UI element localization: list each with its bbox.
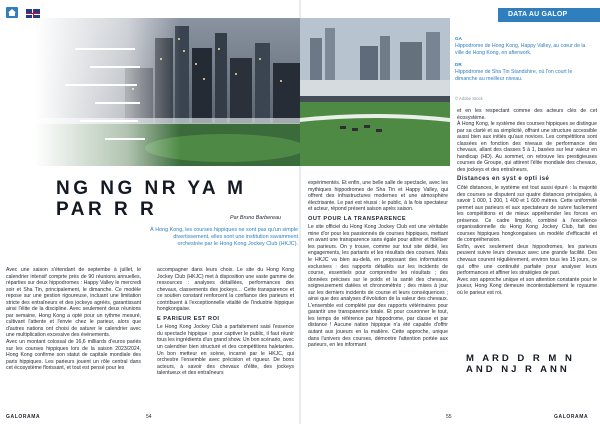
subheading: Distances en syst e opti isé (457, 176, 550, 183)
paragraph: Le Hong Kong Jockey Club a parfaitement saisi l'essence du spectacle hippique : pour captiver le public, il faut réunir tous les ingrédients d'un grand show. Un bon scénario, avec un calendrier bien structuré et des compétitions haletantes. Un bon metteur en scène, incarné par le HKJC, qui orchestre l'ensemble avec précision et rigueur. De bons acteurs, à savoir des chevaux d'élite, des jockeys talentueux et des entraîneurs (157, 324, 295, 377)
caption-label: DR (455, 62, 462, 67)
article-title: NG NG NR YA M PAR R R (56, 178, 247, 220)
page-number: 54 (146, 414, 152, 420)
magazine-brand: GALORAMA (554, 414, 589, 420)
paragraph: Avec un montant colossal de 16,6 milliards d'euros pariés sur les courses hippiques lors de la saison 2023/2024, Hong Kong confirme son statut de capitale mondiale des paris hippiques. Les parieurs jouent un rôle central dans cet écosystème florissant, et tout est pensé pour les (6, 339, 141, 372)
paragraph: À Hong Kong, le système des courses hippiques se distingue par sa clarté et sa simplicité, offrant une structure accessible aussi bien aux initiés qu'aux novices. Les compétitions sont classées en fonction des niveaux de performance des chevaux, allant des classes 5 à 1, basées sur leur valeur en handicap (HD). Au sommet, on retrouve les prestigieuses courses de Groupe, qui attirent l'élite mondiale des chevaux, des jockeys et des entraîneurs. (457, 121, 597, 173)
paragraph: Avec son approche unique et son attention constante pour le joueur, Hong Kong demeure incontestablement le royaume où le parieur est roi. (457, 276, 597, 296)
caption-text: Hippodrome de Hong Kong, Happy Valley, au cœur de la ville de Hong Kong, en afterwork. (455, 43, 586, 56)
caption-label: GA (455, 36, 462, 41)
text-column-1 (6, 267, 141, 372)
photo-caption-bottom (455, 62, 595, 82)
sha-tin-photo (300, 18, 450, 166)
paragraph: expérimentés. Et enfin, une belle salle de spectacle, avec les mythiques hippodromes de Sha Tin et Happy Valley, qui offrent des infrastructures modernes et une atmosphère électrisante. Le pari est réussi : le public, à la fois spectateur et acteur, répond présent saison après saison. (308, 180, 448, 213)
photo-credit: © Adobe Stock (455, 96, 483, 101)
happy-valley-photo (35, 18, 300, 166)
page-number: 55 (446, 414, 452, 420)
section-tag: DATA AU GALOP (498, 8, 600, 22)
photo-caption-top (455, 36, 595, 56)
caption-text: Hippodrome de Sha Tin Standshire, où l'on court le dimanche au meilleur niveau. (455, 69, 573, 82)
subheading: E PARIEUR EST ROI (157, 315, 220, 322)
text-column-3 (308, 180, 448, 349)
paragraph: Enfin, avec seulement deux hippodromes, les parieurs peuvent suivre leurs chevaux avec une grande facilité. Des chevaux courent régulièrement, environ tous les 15 jours, ce qui offre une continuité parfaite pour analyser leurs performances et affiner les stratégies de pari. (457, 243, 597, 277)
paragraph: Le site officiel du Hong Kong Jockey Club est une véritable mine d'or pour les passionnés de courses hippiques, mettant en avant une transparence sans égale pour attirer et fidéliser les parieurs. On y trouve, comme sur tout site dédié, les engagements, les partants et les résultats des courses. Mais le HKJC va bien au-delà, en proposant des informations exclusives : des rapports détaillés sur les incidents de course, essentiels pour comprendre les résultats ; des données précises sur le poids et la santé des chevaux, soigneusement datées et chronométrés ; des mises à jour sur les derniers incidents de course et leurs conséquences ; ainsi que des analyses d'évolution de la valeur des chevaux. L'ensemble est complété par des rapports vétérinaires pour garantir une transparence totale. Et pour couronner le tout, les temps de référence par hippodrome, par classe et par distance ! Aucune nation hippique n'a été capable d'offrir autant aux joueurs en la matière. Cette approche, unique dans l'univers des courses, démontre l'attention portée aux parieurs, en les informant (308, 224, 448, 349)
byline: Par Bruno Barbereau (230, 215, 281, 221)
paragraph: Côté distances, le système est tout aussi épuré : la majorité des courses se disputent sur quatre distances principales, à savoir 1 000, 1 200, 1 400 et 1 600 mètres. Cette uniformité permet aux parieurs et aux spectateurs de suivre facilement les compétitions et de mieux appréhender les forces en présence. Ce cadre limpide, combiné à l'excellence organisationnelle du Hong Kong Jockey Club, fait des courses hippiques hongkongaises un modèle d'efficacité et de compréhension. (457, 185, 597, 244)
article-intro: À Hong Kong, les courses hippiques ne sont pas qu'un simple divertissement, elles sont une institution savamment orchestrée par le Hong Kong Jockey Club (HKJC). (150, 227, 298, 247)
footer-left (0, 410, 300, 424)
paragraph: accompagner dans leurs choix. Le site du Hong Kong Jockey Club (HKJC) met à disposition une vaste gamme de ressources : analyses détaillées, performances des chevaux, classements des jockeys… Cette transparence et ce soutien constant renforcent la confiance des parieurs et contribuent à l'exceptionnelle vitalité de l'industrie hippique hongkongaise. (157, 267, 294, 313)
text-column-2 (157, 267, 294, 377)
paragraph: Avec une saison s'étendant de septembe à juillet, le calendrier intensif comprte près de 90 réunions annuelles, réparties sur deux hippodromes : Happy Valley le mercredi soir et Sha Tin, principalement, le dimanche. Ce modèle repose sur une gestion rigoureuse, incluant une limitation stricte des entraîneurs et des jockeys agréés, garantissant ainsi l'élite de la discipline. Avec seulement deux réunions par semaine, Hong Kong a opté pour un rythme mesuré, cultivant l'attente et l'envie chez le parieur, alors que d'autres nations ont choisi de saturer le calendrier avec une multiplication excessive des événements. (6, 267, 141, 339)
subheading: OUT POUR LA TRANSPARENCE (308, 215, 407, 222)
footer-right (300, 410, 600, 424)
pull-quote: M ARD D R M N AND NJ R ANN (466, 353, 575, 375)
magazine-brand: GALORAMA (6, 414, 41, 420)
home-icon[interactable] (6, 7, 18, 18)
uk-flag-icon[interactable] (26, 9, 40, 18)
text-column-4 (457, 108, 597, 296)
paragraph: et en les respectant comme des acteurs clés de cet écosystème. (457, 108, 597, 121)
